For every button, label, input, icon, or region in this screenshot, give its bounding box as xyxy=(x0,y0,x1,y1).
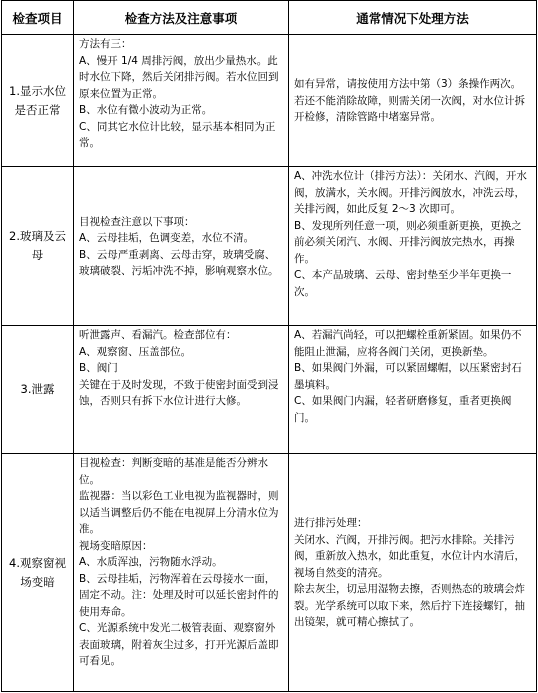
table-row xyxy=(2,453,536,691)
method-line: A、云母挂垢，色调变差，水位不清。 xyxy=(79,232,255,244)
method-line: 方法有三： xyxy=(79,38,132,50)
method-line: 目视检查注意以下事项： xyxy=(79,215,195,228)
method-line: 听泄露声、看漏汽。检查部位有： xyxy=(79,329,237,341)
method-line: 监视器：当以彩色工业电视为监视器时，则以适当调整后仍不能在电视屏上分清水位为准。 xyxy=(79,490,279,535)
treatment-line: 除去灰尘，切忌用湿物去擦，否则热态的玻璃会炸裂。光学系统可以取下来，然后拧下连接螺钉，抽出镜架，就可精心擦拭了。 xyxy=(294,583,525,629)
row-item-cell xyxy=(2,326,74,453)
method-cell xyxy=(74,167,289,325)
table-row xyxy=(2,166,536,325)
treatment-line: 进行排污处理： xyxy=(294,517,368,530)
method-line: B、阀门 xyxy=(79,362,118,374)
row-item-cell xyxy=(2,35,74,166)
method-line: 目视检查：判断变暗的基准是能否分辨水位。 xyxy=(79,457,268,486)
row-item-cell xyxy=(2,167,74,325)
method-cell xyxy=(74,326,289,453)
treatment-cell xyxy=(289,35,536,166)
row-item-label: 3.泄露 xyxy=(20,382,55,396)
treatment-line: 如有异常，请按使用方法中第（3）条操作两次。 xyxy=(294,78,522,91)
treatment-cell xyxy=(289,326,536,453)
treatment-cell xyxy=(289,454,536,691)
row-item-label: 2.玻璃及云母 xyxy=(9,229,66,262)
treatment-line: B、如果阀门外漏，可以紧固螺帽，以压紧密封石墨填料。 xyxy=(294,362,522,391)
table-row xyxy=(2,325,536,453)
table-header-row xyxy=(2,1,536,34)
method-cell xyxy=(74,454,289,691)
header-method: 检查方法及注意事项 xyxy=(74,1,289,34)
treatment-line: B、发现所列任意一项，则必须重新更换，更换之前必须关闭汽、水阀、开排污阀放完热水，再操作。 xyxy=(294,219,522,265)
row-item-cell xyxy=(2,454,74,691)
treatment-cell xyxy=(289,167,536,325)
method-line: B、水位有微小波动为正常。 xyxy=(79,104,213,116)
row-item-label: 4.观察窗视场变暗 xyxy=(9,555,66,589)
inspection-table xyxy=(1,0,537,692)
header-treatment: 通常情况下处理方法 xyxy=(356,10,469,26)
header-item: 检查项目 xyxy=(2,1,74,34)
method-line: 视场变暗原因： xyxy=(79,539,153,552)
treatment-line: 关闭水、汽阀，开排污阀。把污水排除。关排污阀，重新放入热水，如此重复，水位计内水清后，视场自然变的清亮。 xyxy=(294,533,525,579)
treatment-line: A、冲洗水位计（排污方法）：关闭水、汽阀，开水阀，放满水，关水阀。开排污阀放水，冲洗云母，关排污阀，如此反复 2～3 次即可。 xyxy=(294,170,527,215)
method-line: 关键在于及时发现，不致于使密封面受到浸蚀，否则只有拆下水位计进行大修。 xyxy=(79,378,279,407)
method-line: C、光源系统中发光二极管表面、观察窗外表面玻璃，附着灰尘过多，打开光源后盖即可看见。 xyxy=(79,622,279,667)
method-cell xyxy=(74,35,289,166)
treatment-line: A、若漏汽尚轻，可以把螺栓重新紧固。如果仍不能阻止泄漏，应将各阀门关闭，更换新垫。 xyxy=(294,329,522,358)
treatment-line: C、如果阀门内漏，轻者研磨修复，重者更换阀门。 xyxy=(294,395,512,424)
method-line: C、同其它水位计比较，显示基本相同为正常。 xyxy=(79,120,276,149)
method-line: B、云母挂垢，污物浑着在云母接水一面，固定不动。注：处理及时可以延长密封件的使用寿命。 xyxy=(79,572,279,618)
treatment-line: 若还不能消除故障，则需关闭一次阀，对水位计拆开检修，清除管路中堵塞异常。 xyxy=(294,94,525,124)
method-line: A、水质浑浊，污物随水浮动。 xyxy=(79,556,223,568)
method-line: A、慢开 1/4 周排污阀，放出少量热水。此时水位下降，然后关闭排污阀。若水位回到原来位置为正常。 xyxy=(79,54,279,100)
table-row xyxy=(2,34,536,166)
method-line: A、观察窗、压盖部位。 xyxy=(79,345,192,358)
method-line: B、云母严重剥离、云母击穿，玻璃受腐、玻璃破裂、污垢冲洗不掉，影响观察水位。 xyxy=(79,248,279,277)
row-item-label: 1.显示水位是否正常 xyxy=(9,83,66,117)
treatment-line: C、本产品玻璃、云母、密封垫至少半年更换一次。 xyxy=(294,269,512,298)
